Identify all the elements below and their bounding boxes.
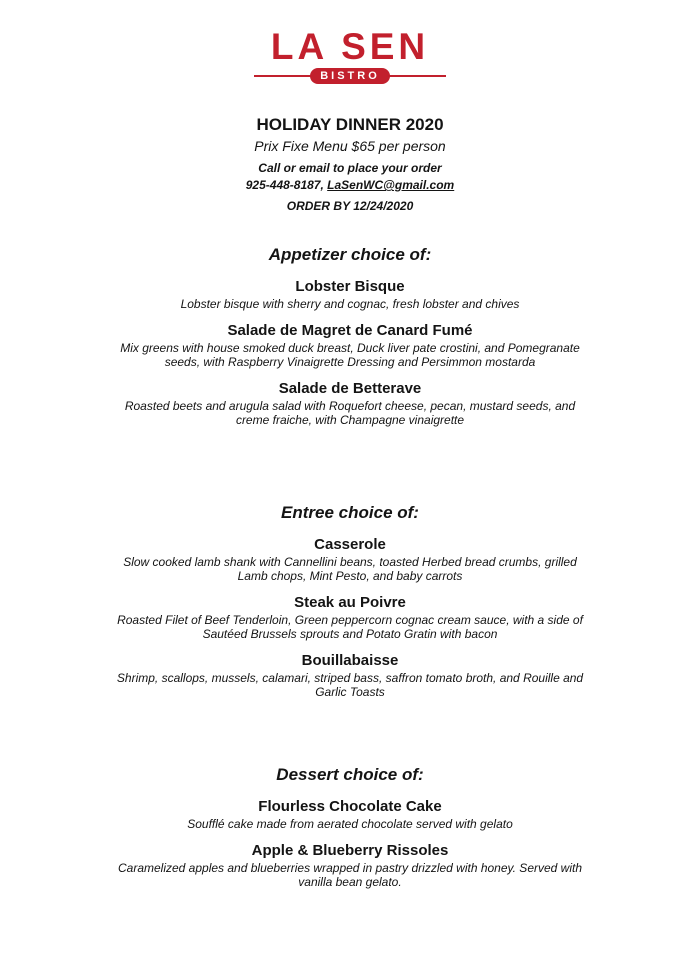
logo [0,28,700,84]
phone-number: 925-448-8187, [245,178,324,192]
menu-item [0,535,700,583]
item-name: Salade de Magret de Canard Fumé [227,322,473,339]
dessert-section [0,764,700,899]
item-name: Flourless Chocolate Cake [258,798,442,815]
section-heading: Dessert choice of: [276,765,424,784]
logo-subtitle: BISTRO [320,70,380,82]
item-description: Mix greens with house smoked duck breast, Duck liver pate crostini, and Pomegranate seeds, with Raspberry Vinaigrette Dressing and Persimmon mostarda [120,341,580,369]
item-description: Lobster bisque with sherry and cognac, fresh lobster and chives [180,297,520,311]
section-heading: Appetizer choice of: [268,245,432,264]
item-description: Caramelized apples and blueberries wrapped in pastry drizzled with honey. Served with vanilla bean gelato. [117,861,583,889]
entree-section [0,502,700,709]
menu-item [0,277,700,311]
menu-header [0,114,700,215]
order-instructions: Call or email to place your order [258,161,442,175]
item-name: Casserole [314,536,386,553]
item-name: Salade de Betterave [278,380,422,397]
menu-item [0,379,700,427]
item-description: Roasted beets and arugula salad with Roquefort cheese, pecan, mustard seeds, and creme fraiche, with Champagne vinaigrette [124,399,576,427]
item-description: Slow cooked lamb shank with Cannellini beans, toasted Herbed bread crumbs, grilled Lamb chops, Mint Pesto, and baby carrots [123,555,577,583]
item-description: Shrimp, scallops, mussels, calamari, striped bass, saffron tomato broth, and Rouille and Garlic Toasts [116,671,584,699]
menu-item [0,797,700,831]
item-description: Soufflé cake made from aerated chocolate served with gelato [187,817,513,831]
menu-price: Prix Fixe Menu $65 per person [254,138,446,154]
menu-item [0,651,700,699]
appetizer-section [0,244,700,437]
item-name: Apple & Blueberry Rissoles [251,842,449,859]
logo-name: LA SEN [270,26,430,67]
menu-item [0,593,700,641]
item-name: Lobster Bisque [295,278,405,295]
menu-item [0,841,700,889]
item-name: Bouillabaisse [301,652,399,669]
order-deadline: ORDER BY 12/24/2020 [286,199,414,213]
section-heading: Entree choice of: [281,503,419,522]
logo-banner [254,68,446,84]
contact-line [0,177,700,194]
item-description: Roasted Filet of Beef Tenderloin, Green peppercorn cognac cream sauce, with a side of Sautéed Brussels sprouts and Potato Gratin with bacon [117,613,583,641]
menu-title: HOLIDAY DINNER 2020 [256,115,444,134]
item-name: Steak au Poivre [294,594,406,611]
email-link[interactable]: LaSenWC@gmail.com [327,178,455,192]
menu-item [0,321,700,369]
